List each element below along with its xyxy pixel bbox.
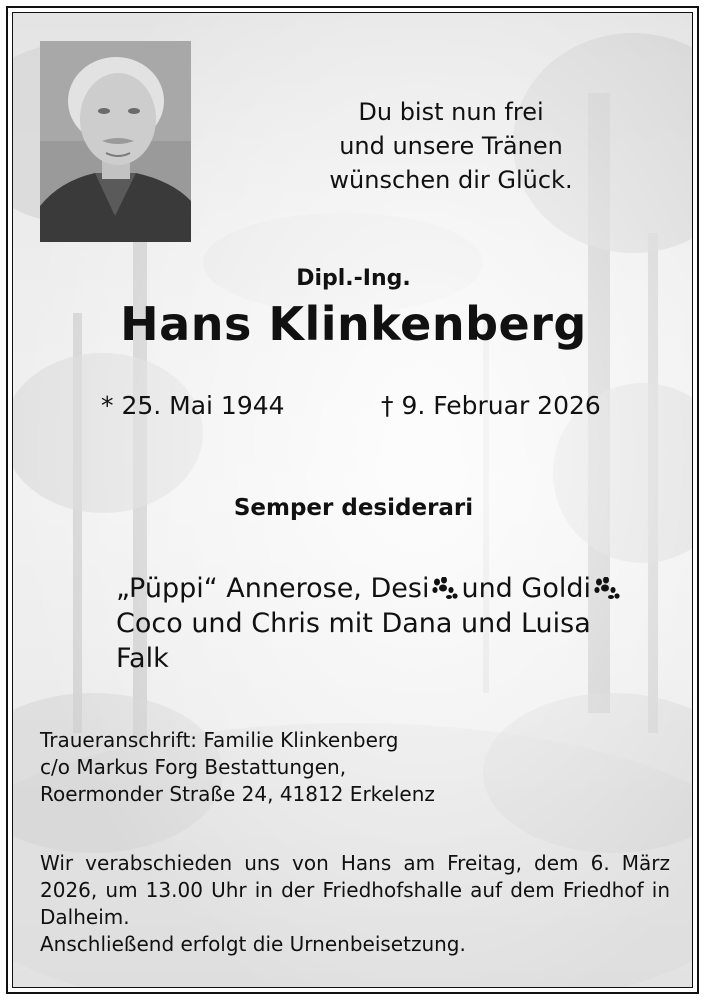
mourners-text: und Goldi [461,573,591,604]
address-line: Roermonder Straße 24, 41812 Erkelenz [40,782,435,806]
address-line: Traueranschrift: Familie Klinkenberg [40,728,399,752]
verse-line: Du bist nun frei [358,98,544,126]
mourners-line [116,571,623,606]
mourners-text: „Püppi“ Annerose, Desi [116,573,430,604]
birth-date: * 25. Mai 1944 [101,391,285,420]
death-date: † 9. Februar 2026 [381,391,601,420]
mourners-line: Coco und Chris mit Dana und Luisa [116,608,591,639]
mourners-block [116,571,623,676]
paw-print-icon [431,573,459,595]
mourners-line: Falk [116,643,169,674]
obituary-card [12,12,693,988]
motto: Semper desiderari [233,495,474,521]
service-urn-text: Anschließend erfolgt die Urnenbeisetzung. [40,932,466,956]
address-line: c/o Markus Forg Bestattungen, [40,755,347,779]
verse-line: wünschen dir Glück. [329,166,573,194]
verse-line: und unsere Tränen [339,132,563,160]
portrait-photo [40,41,191,242]
deceased-name: Hans Klinkenberg [120,297,587,351]
verse-block [271,95,631,197]
academic-title: Dipl.-Ing. [296,266,411,291]
mourning-address [40,727,435,808]
paw-print-icon [593,573,621,595]
service-text: Wir verabschieden uns von Hans am Freitag, dem 6. März 2026, um 13.00 Uhr in der Friedhofshalle auf dem Friedhof in Dalheim. [40,851,670,929]
